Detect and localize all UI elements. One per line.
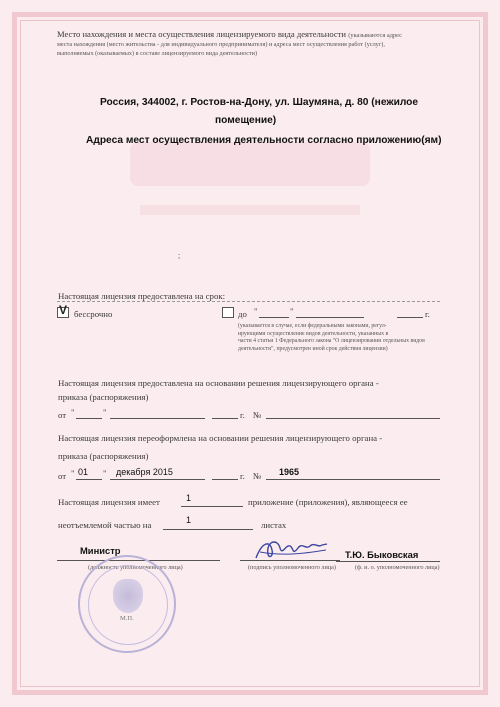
until-quote-open: " bbox=[254, 306, 258, 316]
until-month-line bbox=[296, 317, 364, 318]
location-heading-note: (указываются адрес bbox=[348, 32, 402, 39]
coat-of-arms-icon bbox=[113, 579, 143, 613]
reissue-number-label: № bbox=[253, 471, 262, 481]
term-label: Настоящая лицензия предоставлена на срок: bbox=[58, 291, 226, 301]
location-note-line3: выполняемых (оказываемых) в составе лицензируемого вида деятельности) bbox=[57, 50, 258, 57]
reissue-number-line bbox=[266, 479, 440, 480]
basis-line-2: приказа (распоряжения) bbox=[58, 392, 149, 402]
reissue-line-1: Настоящая лицензия переоформлена на основании решения лицензирующего органа - bbox=[58, 433, 383, 443]
watermark-line bbox=[140, 205, 360, 215]
until-year-line bbox=[397, 317, 423, 318]
basis-month-line bbox=[110, 418, 205, 419]
address-line-1: Россия, 344002, г. Ростов-на-Дону, ул. Шаумяна, д. 80 (нежилое bbox=[100, 97, 419, 108]
reissue-day: 01 bbox=[78, 467, 89, 477]
location-note-line2: места нахождения (место жительства - для индивидуального предпринимателя) и адреса мест осуществления работ (услуг), bbox=[57, 41, 385, 48]
signatory-position: Министр bbox=[80, 545, 121, 556]
appendix-sheets: 1 bbox=[186, 515, 192, 525]
reissue-quote-close: " bbox=[103, 468, 107, 478]
location-heading: Место нахождения и места осуществления лицензируемого вида деятельности bbox=[57, 29, 347, 39]
indefinite-check-mark: V bbox=[59, 303, 68, 317]
reissue-month-year: декабря 2015 bbox=[116, 467, 173, 477]
basis-year-line bbox=[212, 418, 238, 419]
term-note: (указывается в случае, если федеральными законами, регул- ирующими осуществление видов деятельности, указанных в части 4 статьи 1 Федерального закона "О лицензировании отдельных видов деятельности", предусмотрен иной срок действия лицензии) bbox=[238, 323, 425, 352]
term-divider bbox=[57, 301, 440, 302]
reissue-year-line bbox=[212, 479, 238, 480]
appendix-sheets-line bbox=[163, 529, 253, 530]
address-line-2: помещение) bbox=[215, 115, 277, 126]
reissue-from: от bbox=[58, 471, 67, 481]
appendix-line-2-prefix: неотъемлемой частью на bbox=[58, 520, 152, 530]
basis-year-suffix: г. bbox=[240, 410, 245, 420]
appendix-count-line bbox=[181, 506, 243, 507]
name-caption: (ф. и. о. уполномоченного лица) bbox=[355, 564, 440, 571]
name-line bbox=[336, 561, 440, 562]
stamp-place-label: М.П. bbox=[120, 615, 134, 622]
signatory-name: Т.Ю. Быковская bbox=[345, 549, 419, 560]
signature-caption: (подпись уполномоченного лица) bbox=[248, 564, 336, 571]
basis-line-1: Настоящая лицензия предоставлена на основании решения лицензирующего органа - bbox=[58, 378, 379, 388]
reissue-quote-open: " bbox=[71, 468, 75, 478]
indefinite-label: бессрочно bbox=[74, 309, 113, 319]
reissue-number: 1965 bbox=[279, 467, 300, 477]
until-year-suffix: г. bbox=[425, 309, 430, 319]
reissue-month-line bbox=[110, 479, 205, 480]
appendix-count: 1 bbox=[186, 493, 192, 503]
basis-quote-close: " bbox=[103, 407, 107, 417]
reissue-year-suffix: г. bbox=[240, 471, 245, 481]
address-line-3: Адреса мест осуществления деятельности согласно приложению(ям) bbox=[86, 135, 442, 146]
appendix-line-2-suffix: листах bbox=[261, 520, 287, 530]
signature-line bbox=[240, 560, 340, 561]
position-caption: (должность уполномоченного лица) bbox=[88, 564, 183, 571]
reissue-line-2: приказа (распоряжения) bbox=[58, 451, 149, 461]
until-prefix: до bbox=[238, 309, 247, 319]
until-quote-close: " bbox=[290, 306, 294, 316]
appendix-line-1-suffix: приложение (приложения), являющееся ее bbox=[248, 497, 408, 507]
appendix-line-1-prefix: Настоящая лицензия имеет bbox=[58, 497, 160, 507]
until-checkbox bbox=[222, 307, 234, 318]
stray-mark: ; bbox=[178, 251, 181, 260]
watermark-block bbox=[130, 142, 370, 186]
official-seal bbox=[78, 555, 176, 653]
basis-number-label: № bbox=[253, 410, 262, 420]
until-day-line bbox=[259, 317, 289, 318]
basis-number-line bbox=[266, 418, 440, 419]
reissue-day-line bbox=[76, 479, 102, 480]
basis-day-line bbox=[76, 418, 102, 419]
basis-from: от bbox=[58, 410, 67, 420]
basis-quote-open: " bbox=[71, 407, 75, 417]
